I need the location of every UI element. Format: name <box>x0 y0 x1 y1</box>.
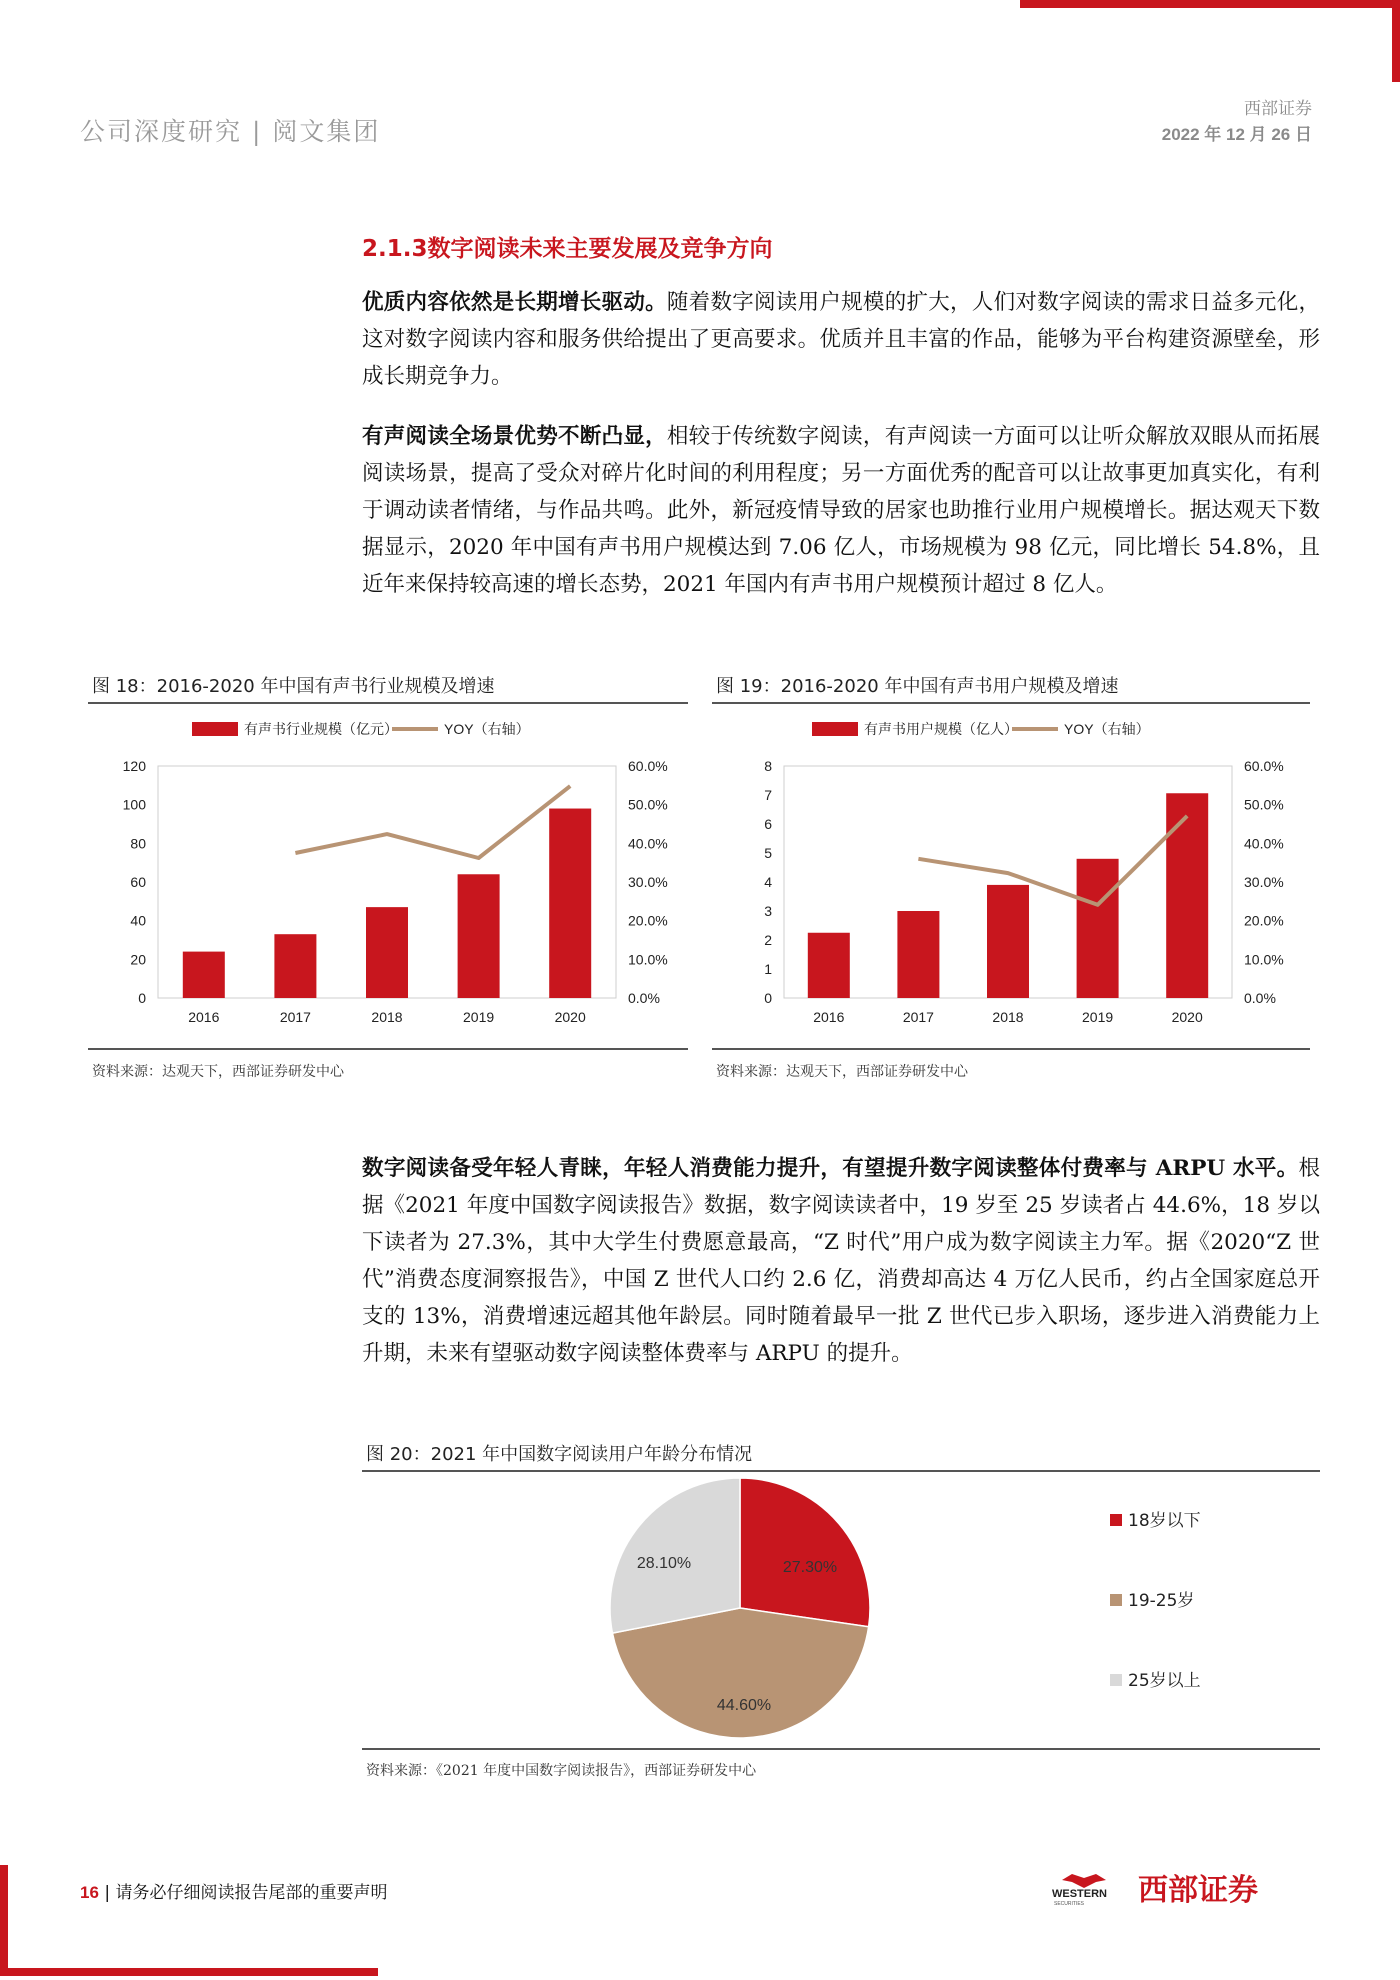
x-tick-2017: 2017 <box>279 1009 311 1025</box>
y-tick-left: 7 <box>764 787 772 803</box>
y-tick-left: 1 <box>764 961 772 977</box>
corner-decoration-bottom-vertical <box>0 1865 8 1976</box>
yoy-line <box>295 786 570 858</box>
y-tick-left: 20 <box>130 951 146 968</box>
figure-19-title: 图 19：2016-2020 年中国有声书用户规模及增速 <box>716 676 1119 697</box>
legend-label-line: YOY（右轴） <box>1064 721 1150 737</box>
bar-2019 <box>458 874 500 998</box>
footer-note: 16 | 请务必仔细阅读报告尾部的重要声明 <box>80 1883 388 1903</box>
y-tick-left: 8 <box>764 758 772 774</box>
figure-20-top-rule <box>362 1470 1320 1472</box>
pie-legend-swatch-2 <box>1110 1674 1122 1686</box>
pie-legend-label-2: 25岁以上 <box>1128 1671 1201 1691</box>
pie-label-2: 28.10% <box>636 1555 692 1572</box>
y-tick-left: 60 <box>130 874 146 890</box>
x-tick-2018: 2018 <box>371 1009 403 1025</box>
header-date: 2022 年 12 月 26 日 <box>1161 125 1312 144</box>
pie-slice-1 <box>612 1608 868 1738</box>
x-tick-2018: 2018 <box>992 1009 1024 1025</box>
y-tick-right: 30.0% <box>628 874 668 890</box>
y-tick-left: 4 <box>764 874 772 890</box>
figure-18-bottom-rule <box>88 1048 688 1050</box>
figure-18-chart <box>88 712 688 1032</box>
x-tick-2019: 2019 <box>463 1009 495 1025</box>
y-tick-left: 2 <box>764 932 772 948</box>
x-tick-2019: 2019 <box>1082 1009 1114 1025</box>
yoy-line <box>918 816 1187 905</box>
figure-20-bottom-rule <box>362 1748 1320 1750</box>
page-number: 16 <box>80 1883 99 1902</box>
y-tick-right: 10.0% <box>1244 951 1284 968</box>
bar-2020 <box>549 809 591 998</box>
paragraph-quality-content <box>362 284 1320 395</box>
bar-2018 <box>366 907 408 998</box>
y-tick-left: 100 <box>122 796 146 813</box>
pie-legend-label-0: 18岁以下 <box>1128 1511 1201 1531</box>
y-tick-right: 10.0% <box>628 951 668 968</box>
pie-legend-swatch-1 <box>1110 1594 1122 1606</box>
bar-2019 <box>1077 859 1119 998</box>
figure-19-bottom-rule <box>712 1048 1310 1050</box>
logo-cn: 西部证券 <box>1138 1873 1258 1908</box>
paragraph-lead: 优质内容依然是长期增长驱动。 <box>362 290 667 315</box>
figure-20-chart <box>362 1474 1320 1744</box>
paragraph-young-users <box>362 1150 1320 1372</box>
paragraph-body: 随着数字阅读用户规模的扩大，人们对数字阅读的需求日益多元化，这对数字阅读内容和服务供给提出了更高要求。优质并且丰富的作品，能够为平台构建资源壁垒，形成长期竞争力。 <box>362 290 1320 389</box>
legend-label-bars: 有声书用户规模（亿人） <box>864 721 1018 737</box>
logo-en: WESTERN <box>1052 1888 1107 1900</box>
bull-logo-icon <box>1062 1874 1106 1888</box>
figure-20-title: 图 20：2021 年中国数字阅读用户年龄分布情况 <box>366 1444 753 1465</box>
figure-19-source: 资料来源：达观天下，西部证券研发中心 <box>716 1064 968 1080</box>
paragraph-body: 相较于传统数字阅读，有声阅读一方面可以让听众解放双眼从而拓展阅读场景，提高了受众对碎片化时间的利用程度；另一方面优秀的配音可以让故事更加真实化，有利于调动读者情绪，与作品共鸣。此外，新冠疫情导致的居家也助推行业用户规模增长。据达观天下数据显示，2020 年中国有声书用户规模达到 7.06 亿人，市场规模为 98 亿元，同比增长 54.8%，且近年来保持较高速的增长态势，2021 年国内有声书用户规模预计超过 8 亿人。 <box>362 424 1320 597</box>
bar-2020 <box>1166 793 1208 998</box>
y-tick-right: 50.0% <box>1244 796 1284 813</box>
x-tick-2016: 2016 <box>813 1009 845 1025</box>
bar-2016 <box>183 952 225 998</box>
y-tick-right: 60.0% <box>1244 758 1284 774</box>
figure-18-source: 资料来源：达观天下，西部证券研发中心 <box>92 1064 344 1080</box>
paragraph-lead: 数字阅读备受年轻人青睐，年轻人消费能力提升，有望提升数字阅读整体付费率与 ARPU 水平。 <box>362 1156 1299 1181</box>
figure-18-title: 图 18：2016-2020 年中国有声书行业规模及增速 <box>92 676 495 697</box>
bar-2018 <box>987 885 1029 998</box>
section-title: 2.1.3数字阅读未来主要发展及竞争方向 <box>362 236 773 262</box>
paragraph-audio-reading <box>362 418 1320 603</box>
x-tick-2020: 2020 <box>554 1009 586 1025</box>
bar-2016 <box>808 933 850 998</box>
legend-swatch-bars <box>192 722 238 736</box>
corner-decoration-bottom <box>0 1968 378 1976</box>
header-report-type: 公司深度研究 | 阅文集团 <box>80 117 381 146</box>
pie-legend-label-1: 19-25岁 <box>1128 1591 1195 1611</box>
y-tick-left: 6 <box>764 816 772 832</box>
figure-19-top-rule <box>712 702 1310 704</box>
x-tick-2020: 2020 <box>1171 1009 1203 1025</box>
y-tick-left: 3 <box>764 903 772 919</box>
x-tick-2016: 2016 <box>188 1009 220 1025</box>
company-logo <box>1050 1868 1320 1908</box>
legend-label-line: YOY（右轴） <box>444 721 530 737</box>
figure-20-source: 资料来源：《2021 年度中国数字阅读报告》，西部证券研发中心 <box>366 1763 757 1779</box>
y-tick-right: 40.0% <box>1244 835 1284 852</box>
y-tick-left: 5 <box>764 845 772 861</box>
y-tick-right: 30.0% <box>1244 874 1284 890</box>
corner-decoration-top <box>1020 0 1400 8</box>
y-tick-left: 0 <box>138 990 146 1006</box>
pie-label-1: 44.60% <box>716 1697 772 1714</box>
corner-decoration-top-vertical <box>1392 0 1400 82</box>
bar-2017 <box>897 911 939 998</box>
figure-19-chart <box>712 712 1310 1032</box>
y-tick-right: 50.0% <box>628 796 668 813</box>
footer-disclaimer: 请务必仔细阅读报告尾部的重要声明 <box>115 1883 388 1903</box>
legend-label-bars: 有声书行业规模（亿元） <box>244 721 398 737</box>
paragraph-body: 根据《2021 年度中国数字阅读报告》数据，数字阅读读者中，19 岁至 25 岁读者占 44.6%，18 岁以下读者为 27.3%，其中大学生付费愿意最高，“Z 时代”用户成为数字阅读主力军。据《2020“Z 世代”消费态度洞察报告》，中国 Z 世代人口约 2.6 亿，消费却高达 4 万亿人民币，约占全国家庭总开支的 13%，消费增速远超其他年龄层。同时随着最早一批 Z 世代已步入职场，逐步进入消费能力上升期，未来有望驱动数字阅读整体费率与 ARPU 的提升。 <box>362 1156 1320 1366</box>
y-tick-right: 0.0% <box>628 990 660 1006</box>
legend-swatch-bars <box>812 722 858 736</box>
y-tick-right: 20.0% <box>1244 912 1284 929</box>
pie-slice-0 <box>740 1478 870 1627</box>
y-tick-left: 80 <box>130 835 146 852</box>
bar-2017 <box>274 934 316 998</box>
paragraph-lead: 有声阅读全场景优势不断凸显， <box>362 424 667 449</box>
y-tick-left: 0 <box>764 990 772 1006</box>
y-tick-right: 60.0% <box>628 758 668 774</box>
x-tick-2017: 2017 <box>902 1009 934 1025</box>
logo-sub: SECURITIES <box>1054 1901 1085 1907</box>
y-tick-left: 40 <box>130 912 146 929</box>
pie-legend-swatch-0 <box>1110 1514 1122 1526</box>
y-tick-right: 40.0% <box>628 835 668 852</box>
y-tick-right: 0.0% <box>1244 990 1276 1006</box>
y-tick-left: 120 <box>122 758 146 774</box>
figure-18-top-rule <box>88 702 688 704</box>
header-company: 西部证券 <box>1244 99 1312 119</box>
y-tick-right: 20.0% <box>628 912 668 929</box>
pie-label-0: 27.30% <box>782 1559 838 1576</box>
